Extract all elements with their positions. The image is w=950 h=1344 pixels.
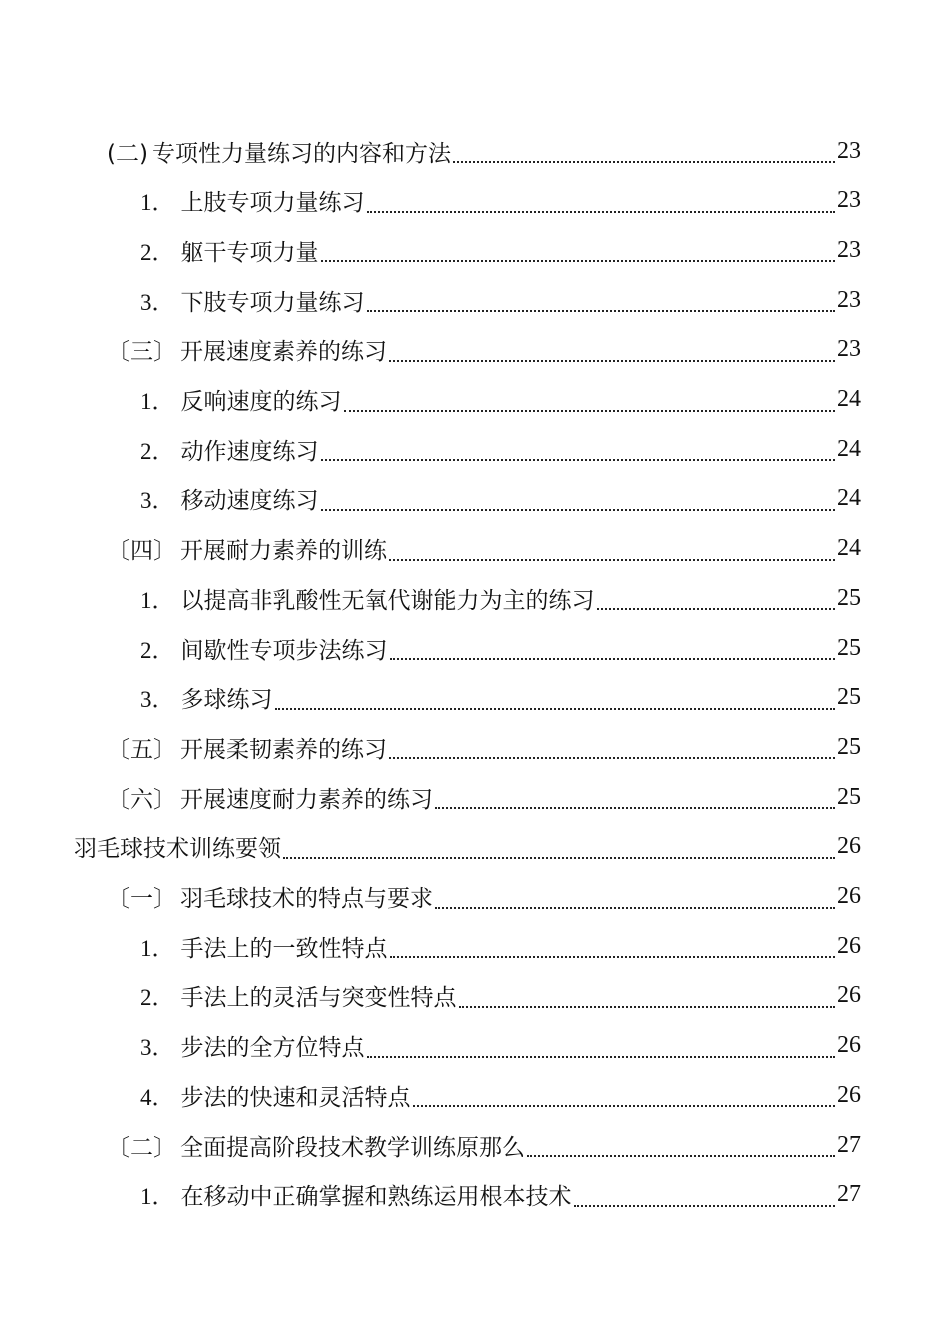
toc-entry-number: 3． xyxy=(140,687,175,713)
toc-entry[interactable] xyxy=(140,275,861,325)
dot-leader xyxy=(390,658,836,660)
toc-entry-title: 开展柔韧素养的练习 xyxy=(180,736,387,763)
toc-entry[interactable] xyxy=(107,1120,861,1170)
dot-leader xyxy=(413,1105,836,1107)
toc-entry-title: 手法上的灵活与突变性特点 xyxy=(180,985,457,1012)
toc-entry[interactable] xyxy=(107,126,861,176)
toc-entry-page-number: 25 xyxy=(837,783,861,810)
toc-entry[interactable] xyxy=(140,1021,861,1071)
toc-entry-number: 2． xyxy=(140,985,175,1011)
toc-entry-number: 1． xyxy=(140,190,175,216)
toc-entry[interactable] xyxy=(107,722,861,772)
dot-leader xyxy=(389,559,835,561)
toc-entry[interactable] xyxy=(107,872,861,922)
dot-leader xyxy=(321,509,836,511)
toc-entry[interactable] xyxy=(140,424,861,474)
toc-entry-page-number: 23 xyxy=(837,236,861,263)
toc-entry[interactable] xyxy=(140,971,861,1021)
toc-entry[interactable] xyxy=(140,474,861,524)
toc-entry-title: 间歇性专项步法练习 xyxy=(180,637,388,664)
toc-entry[interactable] xyxy=(107,325,861,375)
toc-entry-number: 〔一〕 xyxy=(107,886,176,912)
toc-entry-page-number: 25 xyxy=(837,684,861,711)
toc-entry-page-number: 24 xyxy=(837,386,861,412)
toc-entry-page-number: 25 xyxy=(837,634,861,661)
dot-leader xyxy=(321,260,836,262)
toc-entry[interactable] xyxy=(107,524,861,574)
toc-entry[interactable] xyxy=(74,822,861,872)
toc-entry-title: 反响速度的练习 xyxy=(180,389,342,415)
toc-entry-title: 上肢专项力量练习 xyxy=(180,190,365,217)
toc-entry-number: 〔五〕 xyxy=(107,736,176,763)
toc-entry-number: 3． xyxy=(140,1035,175,1061)
toc-entry-page-number: 26 xyxy=(837,883,861,909)
toc-entry-title: 动作速度练习 xyxy=(180,438,319,465)
toc-entry[interactable] xyxy=(107,772,861,822)
dot-leader xyxy=(283,857,835,859)
toc-entry[interactable] xyxy=(140,1170,861,1220)
dot-leader xyxy=(367,1056,836,1058)
toc-entry-title: 以提高非乳酸性无氧代谢能力为主的练习 xyxy=(180,587,595,614)
toc-entry-number: 〔六〕 xyxy=(107,786,176,813)
toc-entry-page-number: 25 xyxy=(837,584,861,611)
dot-leader xyxy=(390,956,836,958)
toc-entry[interactable] xyxy=(140,1070,861,1120)
toc-entry-page-number: 26 xyxy=(837,1032,861,1059)
dot-leader xyxy=(344,410,836,412)
dot-leader xyxy=(367,310,836,312)
toc-entry-title: 在移动中正确掌握和熟练运用根本技术 xyxy=(180,1184,572,1211)
toc-entry-number: 〔三〕 xyxy=(107,339,176,366)
toc-entry-page-number: 23 xyxy=(837,137,861,164)
toc-entry-page-number: 24 xyxy=(837,535,861,562)
toc-entry[interactable] xyxy=(140,573,861,623)
toc-entry-title: 步法的全方位特点 xyxy=(180,1035,365,1062)
toc-entry-title: 全面提高阶段技术教学训练原那么 xyxy=(180,1134,525,1161)
toc-entry-page-number: 26 xyxy=(837,982,861,1009)
toc-entry-page-number: 24 xyxy=(837,485,861,512)
toc-entry-page-number: 24 xyxy=(837,435,861,462)
dot-leader xyxy=(527,1155,835,1157)
dot-leader xyxy=(597,608,836,610)
toc-entry-title: 躯干专项力量 xyxy=(180,239,319,266)
toc-entry-title: 多球练习 xyxy=(180,687,273,714)
dot-leader xyxy=(275,708,836,710)
toc-entry-title: 步法的快速和灵活特点 xyxy=(180,1084,411,1111)
toc-entry-page-number: 27 xyxy=(837,1181,861,1208)
dot-leader xyxy=(459,1006,836,1008)
dot-leader xyxy=(453,161,835,163)
toc-entry-page-number: 26 xyxy=(837,1081,861,1108)
toc-entry-page-number: 23 xyxy=(837,187,861,214)
toc-entry-title: 专项性力量练习的内容和方法 xyxy=(151,140,451,167)
dot-leader xyxy=(574,1205,836,1207)
toc-entry-title: 开展耐力素养的训练 xyxy=(180,538,387,565)
toc-entry-page-number: 26 xyxy=(837,932,861,959)
toc-entry-number: 1． xyxy=(140,935,175,961)
dot-leader xyxy=(367,211,836,213)
toc-entry-title: 羽毛球技术训练要领 xyxy=(74,836,281,863)
toc-entry[interactable] xyxy=(140,623,861,673)
toc-entry-page-number: 26 xyxy=(837,833,861,860)
toc-entry-page-number: 23 xyxy=(837,336,861,363)
toc-entry-page-number: 23 xyxy=(837,286,861,313)
toc-entry-title: 羽毛球技术的特点与要求 xyxy=(180,886,433,912)
toc-entry-number: 〔四〕 xyxy=(107,538,176,565)
toc-entry-number: 4． xyxy=(140,1084,175,1110)
toc-entry[interactable] xyxy=(140,375,861,425)
toc-entry[interactable] xyxy=(140,225,861,275)
toc-entry-page-number: 25 xyxy=(837,733,861,760)
toc-entry-number: 3． xyxy=(140,289,175,315)
toc-entry-number: 2． xyxy=(140,438,175,464)
toc-entry-number: 〔二〕 xyxy=(107,1134,176,1161)
dot-leader xyxy=(321,459,836,461)
toc-entry-number: 1． xyxy=(140,587,175,613)
toc-entry-title: 下肢专项力量练习 xyxy=(180,289,365,316)
toc-entry-number: 2． xyxy=(140,239,175,265)
dot-leader xyxy=(435,907,835,909)
dot-leader xyxy=(435,807,835,809)
dot-leader xyxy=(389,360,835,362)
toc-entry-title: 移动速度练习 xyxy=(180,488,319,515)
toc-entry[interactable] xyxy=(140,176,861,226)
toc-entry[interactable] xyxy=(140,673,861,723)
toc-entry-title: 手法上的一致性特点 xyxy=(180,935,388,962)
toc-entry-number: 3． xyxy=(140,488,175,514)
toc-entry-title: 开展速度耐力素养的练习 xyxy=(180,786,433,813)
toc-entry-number: 1． xyxy=(140,389,175,414)
toc-entry[interactable] xyxy=(140,921,861,971)
toc-entry-page-number: 27 xyxy=(837,1131,861,1158)
dot-leader xyxy=(389,757,835,759)
toc-entry-number: 1． xyxy=(140,1184,175,1210)
toc-entry-number: 2． xyxy=(140,637,175,663)
toc-entry-title: 开展速度素养的练习 xyxy=(180,339,387,366)
toc-entry-number: (二) xyxy=(107,140,148,167)
